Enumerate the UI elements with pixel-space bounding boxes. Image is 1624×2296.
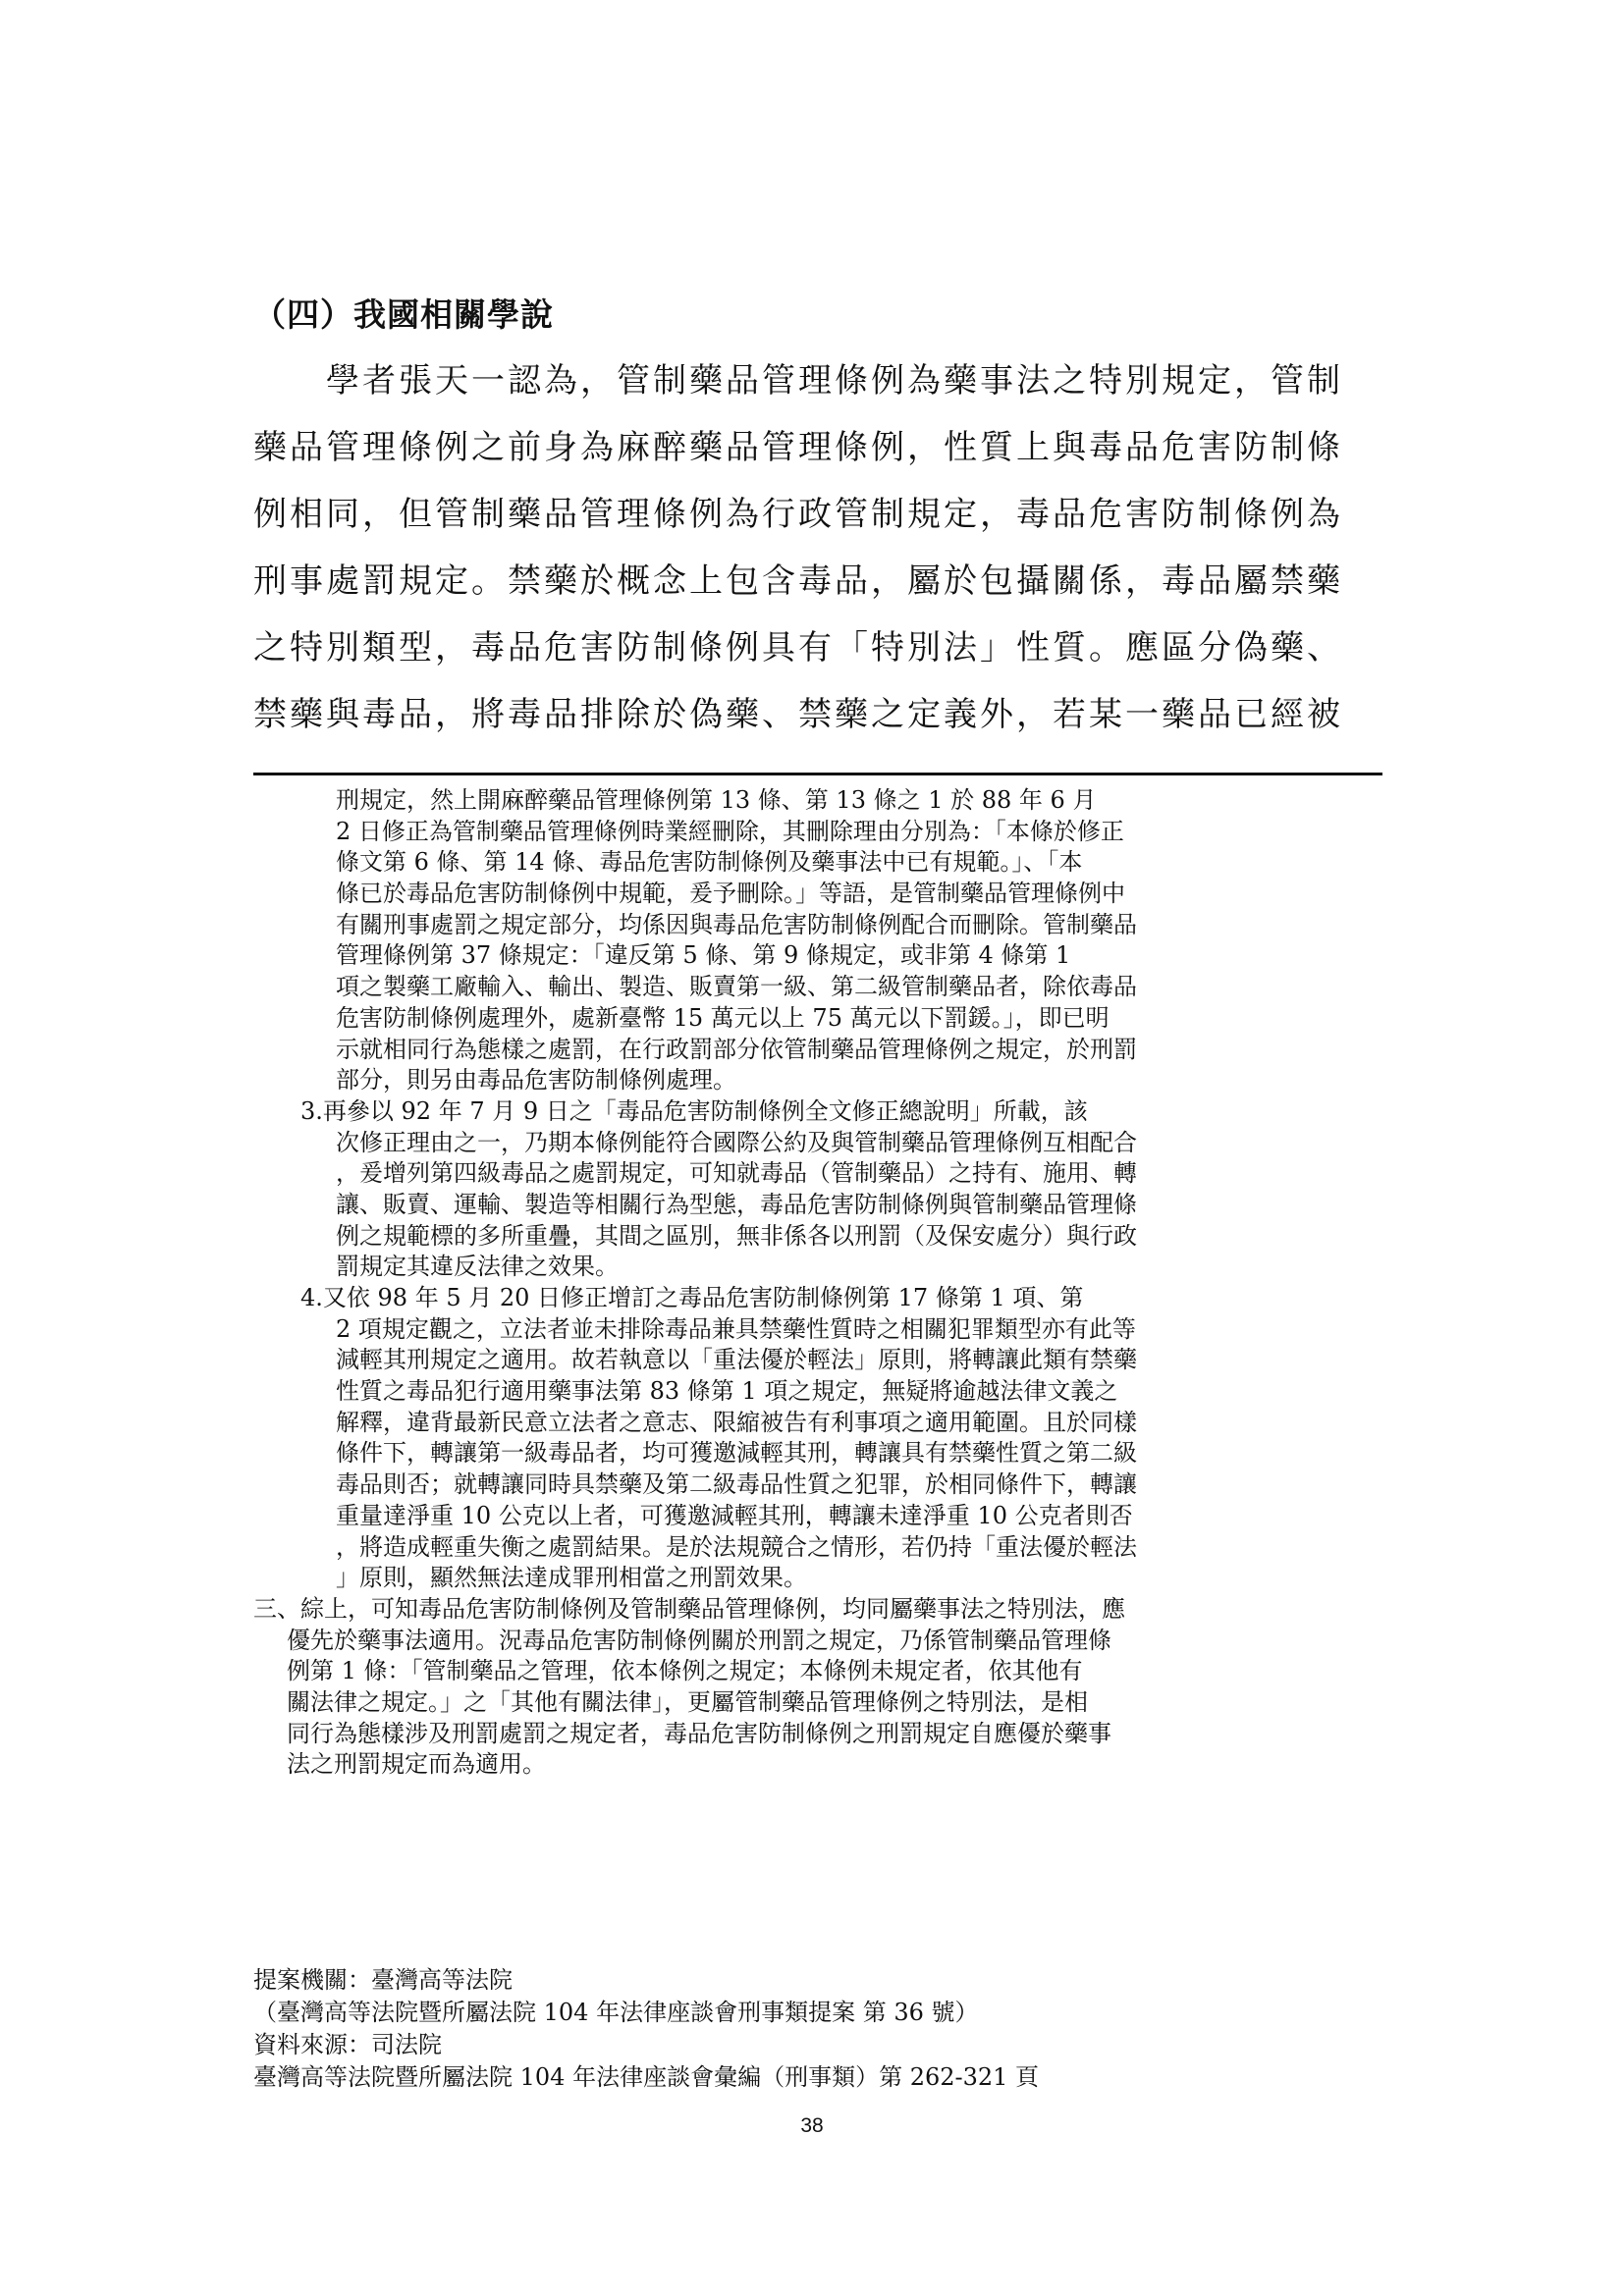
footnote-line: 例第 1 條：「管制藥品之管理，依本條例之規定；本條例未規定者，依其他有 [287, 1657, 1083, 1685]
footnote-line: 解釋，違背最新民意立法者之意志、限縮被告有利事項之適用範圍。且於同樣 [336, 1408, 1137, 1436]
footnote-line: 重量達淨重 10 公克以上者，可獲邀減輕其刑，轉讓未達淨重 10 公克者則否 [336, 1501, 1133, 1529]
compilation-reference: 臺灣高等法院暨所屬法院 104 年法律座談會彙編（刑事類）第 262-321 頁 [253, 2063, 1040, 2091]
footnote-item-three: 三、綜上，可知毒品危害防制條例及管制藥品管理條例，均同屬藥事法之特別法，應 [253, 1594, 1125, 1623]
proposal-reference: （臺灣高等法院暨所屬法院 104 年法律座談會刑事類提案 第 36 號） [253, 1999, 979, 2026]
footnote-line: 減輕其刑規定之適用。故若執意以「重法優於輕法」原則，將轉讓此類有禁藥 [336, 1346, 1137, 1374]
footnote-line: 管理條例第 37 條規定：「違反第 5 條、第 9 條規定，或非第 4 條第 1 [336, 941, 1071, 970]
body-line: 例相同，但管制藥品管理條例為行政管制規定，毒品危害防制條例為 [253, 495, 1343, 534]
body-line: 藥品管理條例之前身為麻醉藥品管理條例，性質上與毒品危害防制條 [253, 428, 1343, 467]
footnote-line: 2 日修正為管制藥品管理條例時業經刪除，其刪除理由分別為：「本條於修正 [336, 817, 1124, 845]
footnote-line: 條件下，轉讓第一級毒品者，均可獲邀減輕其刑，轉讓具有禁藥性質之第二級 [336, 1439, 1137, 1468]
body-line: 學者張天一認為，管制藥品管理條例為藥事法之特別規定，管制 [326, 361, 1343, 400]
footnote-line: 例之規範標的多所重疊，其間之區別，無非係各以刑罰（及保安處分）與行政 [336, 1221, 1137, 1250]
footnote-line: 法之刑罰規定而為適用。 [287, 1750, 546, 1779]
footnote-line: 毒品則否；就轉讓同時具禁藥及第二級毒品性質之犯罪，於相同條件下，轉讓 [336, 1470, 1137, 1499]
footnote-line: 示就相同行為態樣之處罰，在行政罰部分依管制藥品管理條例之規定，於刑罰 [336, 1035, 1137, 1063]
footnote-line: 次修正理由之一，乃期本條例能符合國際公約及與管制藥品管理條例互相配合 [336, 1128, 1137, 1156]
data-source: 資料來源：司法院 [253, 2031, 442, 2058]
body-line: 禁藥與毒品，將毒品排除於偽藥、禁藥之定義外，若某一藥品已經被 [253, 695, 1343, 734]
footnote-line: 關法律之規定。」之「其他有關法律」，更屬管制藥品管理條例之特別法，是相 [287, 1687, 1088, 1716]
footnote-line: 項之製藥工廠輸入、輸出、製造、販賣第一級、第二級管制藥品者，除依毒品 [336, 973, 1137, 1001]
body-line: 刑事處罰規定。禁藥於概念上包含毒品，屬於包攝關係，毒品屬禁藥 [253, 561, 1343, 601]
footnote-line: 優先於藥事法適用。況毒品危害防制條例關於刑罰之規定，乃係管制藥品管理條 [287, 1626, 1111, 1654]
page-number: 38 [800, 2114, 824, 2137]
proposing-agency: 提案機關：臺灣高等法院 [253, 1966, 513, 1994]
source-citation [253, 1964, 1382, 2094]
footnote-line: 讓、販賣、運輸、製造等相關行為型態，毒品危害防制條例與管制藥品管理條 [336, 1190, 1137, 1218]
footnote-line: 部分，則另由毒品危害防制條例處理。 [336, 1066, 736, 1095]
footnote-line: 有關刑事處罰之規定部分，均係因與毒品危害防制條例配合而刪除。管制藥品 [336, 910, 1137, 938]
body-paragraph [253, 347, 1382, 748]
footnote-line: 條已於毒品危害防制條例中規範，爰予刪除。」等語，是管制藥品管理條例中 [336, 880, 1125, 908]
footnote-line: 2 項規定觀之，立法者並未排除毒品兼具禁藥性質時之相關犯罪類型亦有此等 [336, 1314, 1136, 1343]
section-heading: （四）我國相關學說 [253, 295, 554, 334]
footnote-separator [253, 773, 1382, 775]
footnote-line: 條文第 6 條、第 14 條、毒品危害防制條例及藥事法中已有規範。」、「本 [336, 848, 1083, 877]
footnote-line: ，爰增列第四級毒品之處罰規定，可知就毒品（管制藥品）之持有、施用、轉 [336, 1159, 1137, 1188]
footnote-line: 危害防制條例處理外，處新臺幣 15 萬元以上 75 萬元以下罰鍰。」，即已明 [336, 1003, 1110, 1032]
footnote-line: 同行為態樣涉及刑罰處罰之規定者，毒品危害防制條例之刑罰規定自應優於藥事 [287, 1719, 1111, 1747]
body-line: 之特別類型，毒品危害防制條例具有「特別法」性質。應區分偽藥、 [253, 628, 1343, 667]
footnote-line: ，將造成輕重失衡之處罰結果。是於法規競合之情形，若仍持「重法優於輕法 [336, 1532, 1137, 1561]
footnote-item-4: 4.又依 98 年 5 月 20 日修正增訂之毒品危害防制條例第 17 條第 1 項、第 [300, 1284, 1084, 1311]
footnote-block [253, 785, 1382, 1781]
footnote-item-3: 3.再參以 92 年 7 月 9 日之「毒品危害防制條例全文修正總說明」所載，該 [300, 1096, 1088, 1125]
footnote-line: 」原則，顯然無法達成罪刑相當之刑罰效果。 [336, 1564, 807, 1592]
footnote-line: 刑規定，然上開麻醉藥品管理條例第 13 條、第 13 條之 1 於 88 年 6 月 [336, 786, 1097, 814]
footnote-line: 性質之毒品犯行適用藥事法第 83 條第 1 項之規定，無疑將逾越法律文義之 [336, 1377, 1118, 1406]
footnote-line: 罰規定其違反法律之效果。 [336, 1253, 619, 1281]
